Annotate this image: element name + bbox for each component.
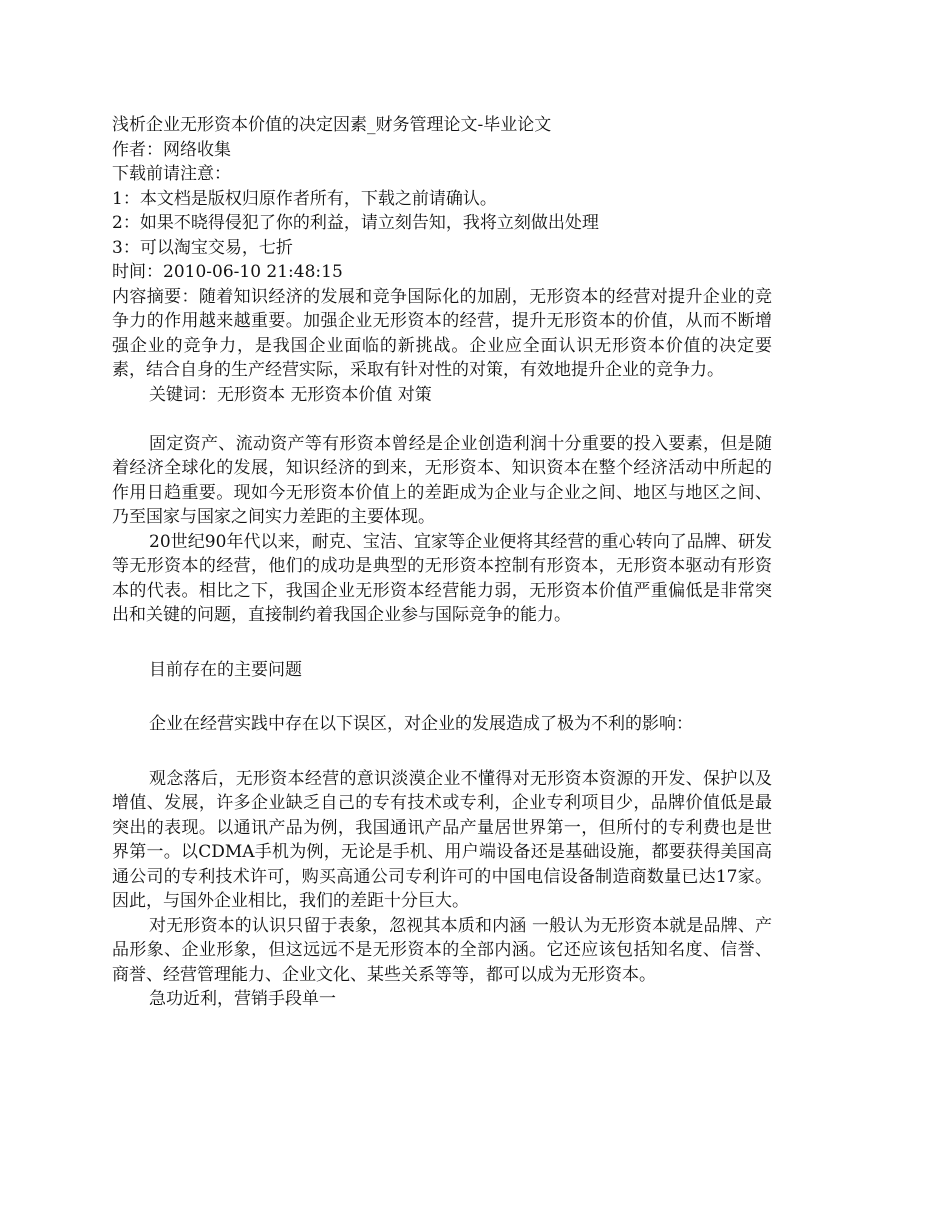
body-paragraph-6: 急功近利，营销手段单一 [149, 989, 336, 1009]
author-line: 作者：网络收集 [112, 139, 231, 160]
blank-line [112, 628, 772, 658]
blank-line [112, 737, 772, 767]
notice-item-1: 1：本文档是版权归原作者所有，下载之前请确认。 [112, 188, 497, 209]
abstract-paragraph: 内容摘要：随着知识经济的发展和竞争国际化的加剧，无形资本的经营对提升企业的竞争力的作用越来越重要。加强企业无形资本的经营，提升无形资本的价值，从而不断增强企业的竞争力，是我国企业面临的新挑战。企业应全面认识无形资本价值的决定要素，结合自身的生产经营实际，采取有针对性的对策，有效地提升企业的竞争力。 [112, 286, 772, 380]
notice-item-2: 2：如果不晓得侵犯了你的利益，请立刻告知，我将立刻做出处理 [112, 213, 599, 233]
blank-line [112, 407, 772, 432]
body-paragraph-1: 固定资产、流动资产等有形资本曾经是企业创造利润十分重要的投入要素，但是随着经济全球化的发展，知识经济的到来，无形资本、知识资本在整个经济活动中所起的作用日趋重要。现如今无形资本价值上的差距成为企业与企业之间、地区与地区之间、乃至国家与国家之间实力差距的主要体现。 [112, 433, 772, 527]
blank-line [112, 682, 772, 712]
section-heading: 目前存在的主要问题 [149, 659, 302, 680]
notice-item-3: 3：可以淘宝交易，七折 [112, 237, 293, 258]
document-page [112, 113, 772, 1012]
body-paragraph-4: 观念落后，无形资本经营的意识淡漠企业不懂得对无形资本资源的开发、保护以及增值、发展，许多企业缺乏自己的专有技术或专利，企业专利项目少，品牌价值低是最突出的表现。以通讯产品为例，我国通讯产品产量居世界第一，但所付的专利费也是世界第一。以CDMA手机为例，无论是手机、用户端设备还是基础设施，都要获得美国高通公司的专利技术许可，购买高通公司专利许可的中国电信设备制造商数量已达17家。因此，与国外企业相比，我们的差距十分巨大。 [112, 768, 772, 911]
publish-time: 时间：2010-06-10 21:48:15 [112, 262, 343, 282]
notice-title: 下载前请注意： [112, 164, 231, 184]
keywords-line: 关键词：无形资本 无形资本价值 对策 [149, 384, 432, 405]
body-paragraph-2: 20世纪90年代以来，耐克、宝洁、宜家等企业便将其经营的重心转向了品牌、研发等无形资本的经营，他们的成功是典型的无形资本控制有形资本，无形资本驱动有形资本的代表。相比之下，我国企业无形资本经营能力弱，无形资本价值严重偏低是非常突出和关键的问题，直接制约着我国企业参与国际竞争的能力。 [112, 531, 772, 625]
body-paragraph-3: 企业在经营实践中存在以下误区，对企业的发展造成了极为不利的影响： [149, 714, 693, 734]
document-title: 浅析企业无形资本价值的决定因素_财务管理论文-毕业论文 [112, 115, 552, 135]
body-paragraph-5: 对无形资本的认识只留于表象，忽视其本质和内涵 一般认为无形资本就是品牌、产品形象、企业形象，但这远远不是无形资本的全部内涵。它还应该包括知名度、信誉、商誉、经营管理能力、企业文化、某些关系等等，都可以成为无形资本。 [112, 915, 772, 985]
